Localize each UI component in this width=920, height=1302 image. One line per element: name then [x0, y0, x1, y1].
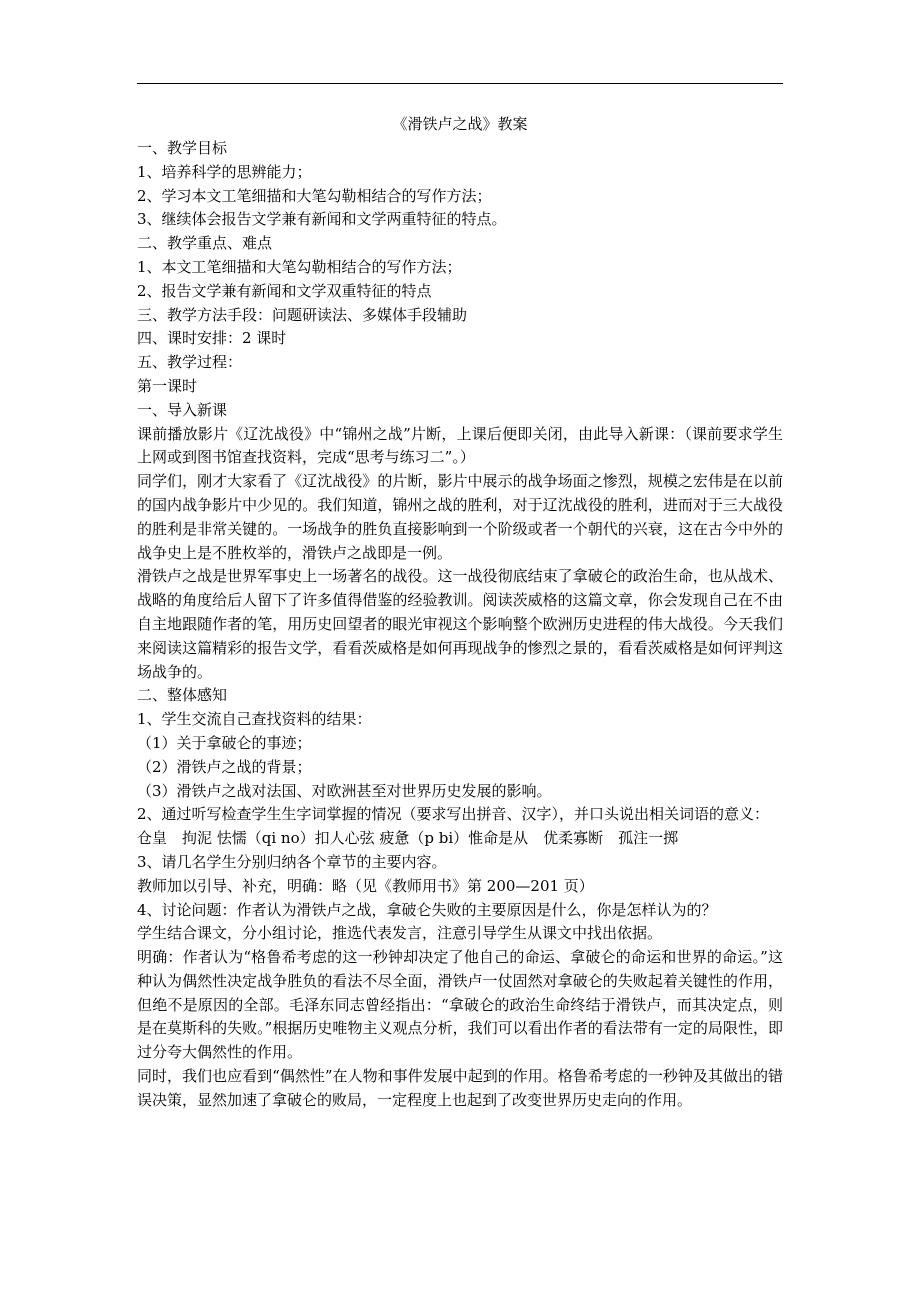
- list-item: 2、学习本文工笔细描和大笔勾勒相结合的写作方法；: [137, 186, 492, 205]
- list-item: 4、讨论问题：作者认为滑铁卢之战，拿破仑失败的主要原因是什么，你是怎样认为的？: [137, 900, 717, 919]
- lesson-heading: 第一课时: [137, 376, 198, 395]
- sub-item: （1）关于拿破仑的事迹；: [137, 733, 312, 752]
- section-heading: 一、教学目标: [137, 139, 228, 157]
- paragraph: 教师加以引导、补充，明确：略（见《教师用书》第 200—201 页）: [137, 876, 594, 895]
- paragraph: 课前播放影片《辽沈战役》中“锦州之战”片断，上课后便即关闭，由此导入新课：（课前要求学生上网或到图书馆查找资料，完成“思考与练习二”。）: [137, 424, 783, 467]
- list-item: 1、培养科学的思辨能力；: [137, 162, 312, 181]
- list-item: 3、请几名学生分别归纳各个章节的主要内容。: [137, 852, 447, 871]
- paragraph: 同学们，刚才大家看了《辽沈战役》的片断，影片中展示的战争场面之惨烈，规模之宏伟是在以前的国内战争影片中少见的。我们知道，锦州之战的胜利，对于辽沈战役的胜利，进而对于三大战役的胜利是非常关键的。一场战争的胜负直接影响到一个阶级或者一个朝代的兴衰，这在古今中外的战争史上是不胜枚举的，滑铁卢之战即是一例。: [137, 472, 783, 562]
- sub-item: （2）滑铁卢之战的背景；: [137, 757, 312, 776]
- document-body: [137, 137, 783, 1113]
- header-rule: [137, 83, 783, 84]
- list-item: 1、学生交流自己查找资料的结果：: [137, 710, 372, 729]
- paragraph: 学生结合课文，分小组讨论，推选代表发言，注意引导学生从课文中找出依据。: [137, 924, 663, 943]
- paragraph: 滑铁卢之战是世界军事史上一场著名的战役。这一战役彻底结束了拿破仑的政治生命，也从战术、战略的角度给后人留下了许多值得借鉴的经验教训。阅读茨威格的这篇文章，你会发现自己在不由自主地跟随作者的笔，用历史回望者的眼光审视这个影响整个欧洲历史进程的伟大战役。今天我们来阅读这篇精彩的报告文学，看看茨威格是如何再现战争的惨烈之景的，看看茨威格是如何评判这场战争的。: [137, 567, 783, 681]
- paragraph: 同时，我们也应看到“偶然性”在人物和事件发展中起到的作用。格鲁希考虑的一秒钟及其做出的错误决策，显然加速了拿破仑的败局，一定程度上也起到了改变世界历史走向的作用。: [137, 1067, 783, 1109]
- list-item: 2、通过听写检查学生生字词掌握的情况（要求写出拼音、汉字），并口头说出相关词语的意义：: [137, 805, 770, 824]
- section-heading: 一、导入新课: [137, 400, 228, 419]
- paragraph: 明确：作者认为“格鲁希考虑的这一秒钟却决定了他自己的命运、拿破仑的命运和世界的命运。”这种认为偶然性决定战争胜负的看法不尽全面，滑铁卢一仗固然对拿破仑的失败起着关键性的作用，但绝不是原因的全部。毛泽东同志曾经指出：“拿破仑的政治生命终结于滑铁卢，而其决定点，则是在莫斯科的失败。”根据历史唯物主义观点分析，我们可以看出作者的看法带有一定的局限性，即过分夸大偶然性的作用。: [137, 948, 783, 1062]
- section-heading: 五、教学过程：: [137, 353, 243, 372]
- section-heading: 三、教学方法手段：问题研读法、多媒体手段辅助: [137, 305, 468, 324]
- list-item: 1、本文工笔细描和大笔勾勒相结合的写作方法；: [137, 257, 462, 276]
- sub-item: （3）滑铁卢之战对法国、对欧洲甚至对世界历史发展的影响。: [137, 781, 552, 800]
- section-heading: 四、课时安排：2 课时: [137, 329, 287, 348]
- section-heading: 二、教学重点、难点: [137, 234, 273, 253]
- list-item: 3、继续体会报告文学兼有新闻和文学两重特征的特点。: [137, 210, 507, 229]
- section-heading: 二、整体感知: [137, 686, 228, 705]
- vocabulary-line: 仓皇 拘泥 怯懦（qi no）扣人心弦 疲惫（p bi）惟命是从 优柔寡断 孤注一掷: [137, 829, 679, 848]
- document-title: 《滑铁卢之战》教案: [392, 115, 528, 133]
- list-item: 2、报告文学兼有新闻和文学双重特征的特点: [137, 281, 432, 300]
